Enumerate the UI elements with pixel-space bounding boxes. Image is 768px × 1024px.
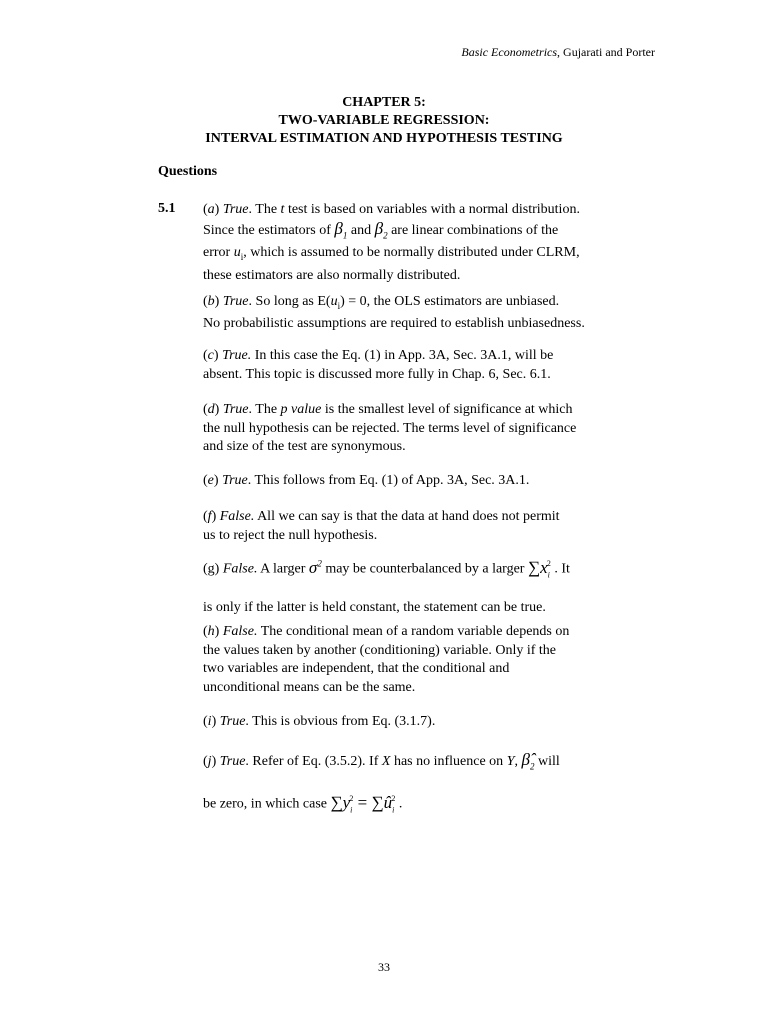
answer-d (203, 401, 643, 457)
answer-i (203, 713, 643, 732)
answer-f (203, 508, 643, 545)
answer-j-line2: be zero, in which case $\sum y_i^2$ = $\sum û_i^2$ . (203, 792, 403, 814)
running-header (461, 45, 655, 60)
book-authors: , Gujarati and Porter (557, 45, 655, 59)
answer-d-line2: the null hypothesis can be rejected. The terms level of significance (203, 420, 577, 436)
chapter-title-line2: INTERVAL ESTIMATION AND HYPOTHESIS TESTING (205, 131, 563, 146)
answer-a-line4: these estimators are also normally distributed. (203, 267, 461, 283)
section-title: Questions (158, 164, 218, 179)
answer-b-line1: (b) True. So long as $E(u_i) = 0$, the OLS estimators are unbiased. (203, 294, 560, 311)
answer-h (203, 623, 643, 697)
answer-b (203, 293, 643, 334)
answer-h-line4: unconditional means can be the same. (203, 679, 416, 695)
answer-e (203, 472, 643, 491)
question-number: 5.1 (158, 201, 176, 216)
sigma-squared-symbol: $\sigma^2$ (308, 557, 322, 577)
answer-g-line1: (g) False. A larger $\sigma^2$ may be counterbalanced by a larger $\sum x_i^2$ . It (203, 557, 570, 580)
answer-c-line2: absent. This topic is discussed more fully in Chap. 6, Sec. 6.1. (203, 366, 551, 382)
answer-a-line3: error $u_i$, which is assumed to be normally distributed under CLRM, (203, 245, 580, 263)
answer-g-line2: is only if the latter is held constant, the statement can be true. (203, 599, 546, 615)
answer-d-line3: and size of the test are synonymous. (203, 439, 406, 454)
book-title: Basic Econometrics (461, 45, 558, 59)
answer-a (203, 201, 643, 285)
answer-f-line1: (f) False. All we can say is that the data at hand does not permit (203, 509, 560, 524)
answer-a-line1: (a) True. The t test is based on variables with a normal distribution. (203, 202, 580, 217)
chapter-title-line1: TWO-VARIABLE REGRESSION: (278, 113, 490, 128)
beta2-symbol: $\beta_2$ (374, 218, 388, 240)
answer-j (203, 751, 643, 819)
answer-e-line1: (e) True. This follows from Eq. (1) of App. 3A, Sec. 3A.1. (203, 473, 530, 488)
answer-h-line2: the values taken by another (conditioning) variable. Only if the (203, 642, 557, 658)
answer-i-line1: (i) True. This is obvious from Eq. (3.1.7). (203, 714, 436, 729)
chapter-number: CHAPTER 5: (342, 95, 426, 110)
answer-c (203, 347, 643, 384)
answer-d-line1: (d) True. The p value is the smallest level of significance at which (203, 402, 573, 417)
answer-c-line1: (c) True. In this case the Eq. (1) in App. 3A, Sec. 3A.1, will be (203, 348, 554, 363)
answer-b-line2: No probabilistic assumptions are required to establish unbiasedness. (203, 316, 585, 332)
answer-h-line1: (h) False. The conditional mean of a random variable depends on (203, 624, 570, 639)
sum-x-squared-symbol: $\sum x_i^2$ (527, 557, 551, 580)
answer-j-line1: (j) True. Refer of Eq. (3.5.2). If X has no influence on Y, $\betâ_2$ will (203, 750, 560, 772)
beta2-hat-symbol: $\betâ_2$ (521, 750, 535, 772)
sum-y-equals-sum-u-hat-equation: $\sum y_i^2$ = $\sum û_i^2$ (330, 792, 396, 814)
beta1-symbol: $\beta_1$ (334, 218, 348, 240)
answer-a-line2: Since the estimators of $\beta_1$ and $\beta_2$ are linear combinations of the (203, 218, 559, 240)
answer-g (203, 554, 643, 617)
page-number: 33 (378, 960, 390, 974)
answer-h-line3: two variables are independent, that the conditional and (203, 661, 510, 676)
answer-f-line2: us to reject the null hypothesis. (203, 527, 378, 543)
